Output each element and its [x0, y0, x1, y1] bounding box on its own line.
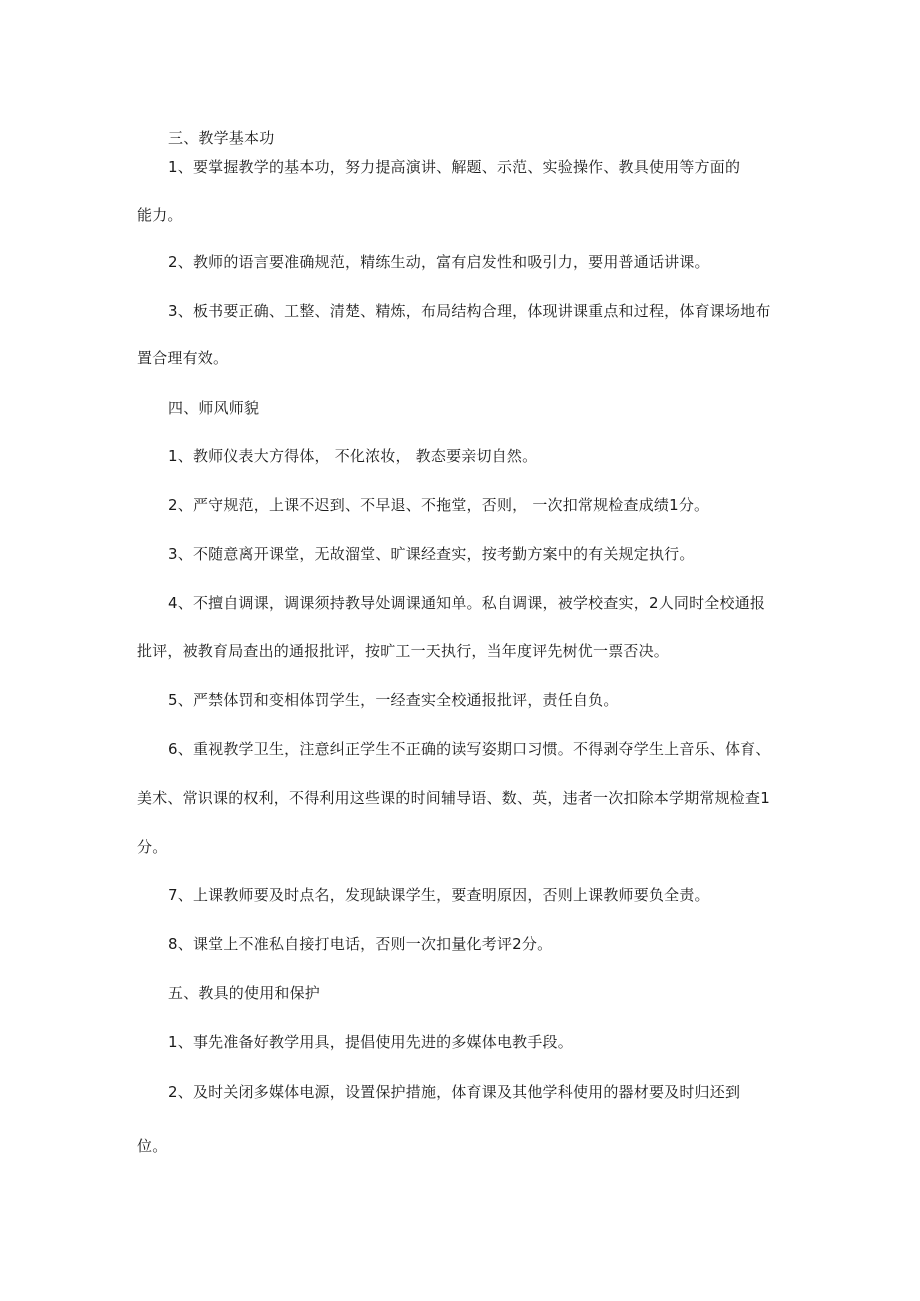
paragraph-line: 5、严禁体罚和变相体罚学生，一经查实全校通报批评，责任自负。: [168, 691, 619, 709]
paragraph-line: 置合理有效。: [137, 349, 229, 367]
paragraph-line: 分。: [137, 838, 168, 856]
section-heading-3: 三、教学基本功: [168, 129, 275, 147]
paragraph-line: 位。: [137, 1137, 168, 1155]
paragraph-line: 6、重视教学卫生，注意纠正学生不正确的读写姿期口习惯。不得剥夺学生上音乐、体育、: [168, 740, 771, 758]
paragraph-line: 1、教师仪表大方得体， 不化浓妆， 教态要亲切自然。: [168, 447, 538, 465]
paragraph-line: 1、事先准备好教学用具，提倡使用先进的多媒体电教手段。: [168, 1033, 573, 1051]
section-heading-4: 四、师风师貌: [168, 399, 260, 417]
paragraph-line: 2、严守规范，上课不迟到、不早退、不拖堂，否则， 一次扣常规检查成绩1分。: [168, 496, 710, 514]
paragraph-line: 美术、常识课的权利，不得利用这些课的时间辅导语、数、英，违者一次扣除本学期常规检查1: [137, 789, 770, 807]
paragraph-line: 8、课堂上不准私自接打电话，否则一次扣量化考评2分。: [168, 935, 553, 953]
paragraph-line: 2、及时关闭多媒体电源，设置保护措施，体育课及其他学科使用的器材要及时归还到: [168, 1083, 741, 1101]
paragraph-line: 3、板书要正确、工整、清楚、精炼，布局结构合理，体现讲课重点和过程，体育课场地布: [168, 302, 771, 320]
paragraph-line: 2、教师的语言要准确规范，精练生动，富有启发性和吸引力，要用普通话讲课。: [168, 253, 710, 271]
paragraph-line: 3、不随意离开课堂，无故溜堂、旷课经查实，按考勤方案中的有关规定执行。: [168, 545, 695, 563]
paragraph-line: 1、要掌握教学的基本功，努力提高演讲、解题、示范、实验操作、教具使用等方面的: [168, 158, 741, 176]
paragraph-line: 批评，被教育局查出的通报批评，按旷工一天执行，当年度评先树优一票否决。: [137, 642, 670, 660]
section-heading-5: 五、教具的使用和保护: [168, 984, 321, 1002]
paragraph-line: 4、不擅自调课，调课须持教导处调课通知单。私自调课，被学校查实，2人同时全校通报: [168, 594, 766, 612]
paragraph-line: 7、上课教师要及时点名，发现缺课学生，要查明原因，否则上课教师要负全责。: [168, 886, 710, 904]
paragraph-line: 能力。: [137, 206, 183, 224]
